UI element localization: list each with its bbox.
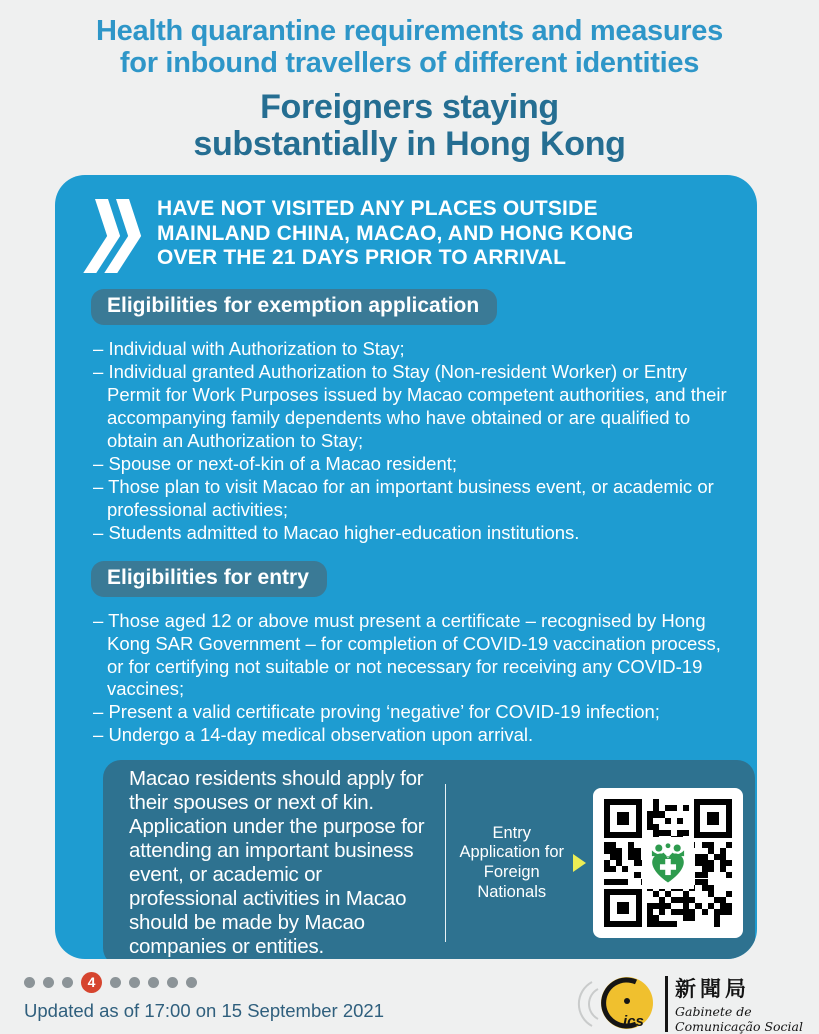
page-subtitle-line1: Foreigners staying — [260, 87, 559, 126]
pill-exemption-application: Eligibilities for exemption application — [91, 289, 497, 325]
card-heading-line2: MAINLAND CHINA, MACAO, AND HONG KONG — [157, 221, 634, 245]
gcs-logo — [570, 973, 803, 1034]
card-heading-line1: HAVE NOT VISITED ANY PLACES OUTSIDE — [157, 197, 598, 221]
qr-finder-icon — [604, 799, 642, 837]
list-item: – Spouse or next-of-kin of a Macao resident; — [93, 453, 731, 476]
qr-caption: Entry Application for Foreign Nationals — [459, 823, 565, 902]
card-heading-line3: OVER THE 21 DAYS PRIOR TO ARRIVAL — [157, 246, 567, 270]
list-item: – Individual granted Authorization to Stay (Non-resident Worker) or Entry Permit for Work Purposes issued by Macao competent authorities, and their accompanying family dependents who have obtained or are qualified to obtain an Authorization to Stay; — [93, 361, 731, 453]
card-heading — [157, 197, 634, 271]
application-note-panel — [103, 760, 755, 959]
page-dot[interactable] — [148, 977, 159, 988]
updated-timestamp: Updated as of 17:00 on 15 September 2021 — [24, 1000, 384, 1022]
list-item: – Present a valid certificate proving ‘negative’ for COVID-19 infection; — [93, 701, 731, 724]
page-dot[interactable] — [43, 977, 54, 988]
page-header — [0, 0, 819, 162]
page-indicator — [24, 971, 384, 993]
qr-code — [593, 788, 743, 938]
svg-text:ics: ics — [623, 1012, 644, 1030]
qr-finder-icon — [604, 889, 642, 927]
page-dot[interactable] — [62, 977, 73, 988]
entry-eligibility-list — [93, 610, 731, 748]
qr-finder-icon — [694, 799, 732, 837]
info-card — [55, 175, 757, 959]
list-item: – Undergo a 14-day medical observation upon arrival. — [93, 724, 731, 747]
card-header — [81, 197, 731, 273]
page-dot-active[interactable]: 4 — [81, 972, 102, 993]
list-item: – Individual with Authorization to Stay; — [93, 338, 731, 361]
page-dot[interactable] — [110, 977, 121, 988]
gcs-emblem-icon — [570, 974, 658, 1034]
vertical-divider — [445, 784, 447, 942]
logo-chinese-name: 新聞局 — [675, 977, 750, 1002]
page-subtitle-line2: substantially in Hong Kong — [193, 124, 626, 163]
list-item: – Students admitted to Macao higher-education institutions. — [93, 522, 731, 545]
logo-portuguese-name: Gabinete de Comunicação Social — [675, 1004, 803, 1034]
double-chevron-icon — [87, 199, 139, 273]
page-dot[interactable] — [129, 977, 140, 988]
logo-divider — [665, 976, 668, 1032]
page-dot[interactable] — [186, 977, 197, 988]
pill-entry-eligibility: Eligibilities for entry — [91, 561, 327, 597]
page-title-line1: Health quarantine requirements and measures — [96, 15, 723, 47]
page-dot[interactable] — [167, 977, 178, 988]
health-bureau-heart-icon — [642, 837, 694, 889]
page-title — [0, 16, 819, 80]
page-title-line2: for inbound travellers of different identities — [119, 46, 700, 79]
logo-text — [675, 973, 803, 1034]
list-item: – Those plan to visit Macao for an important business event, or academic or professional activities; — [93, 476, 731, 522]
page-footer — [0, 959, 819, 1034]
footer-left — [24, 971, 384, 1022]
arrow-right-icon — [573, 854, 586, 872]
page-subtitle — [0, 89, 819, 162]
application-note-text: Macao residents should apply for their spouses or next of kin. Application under the purpose for attending an important business event, or academic or professional activities in Macao should be made by Macao companies or entities. — [129, 767, 425, 959]
exemption-eligibility-list — [93, 338, 731, 544]
list-item: – Those aged 12 or above must present a certificate – recognised by Hong Kong SAR Government – for completion of COVID-19 vaccination process, or for certifying not suitable or not necessary for receiving any COVID-19 vaccines; — [93, 610, 731, 702]
page-dot[interactable] — [24, 977, 35, 988]
